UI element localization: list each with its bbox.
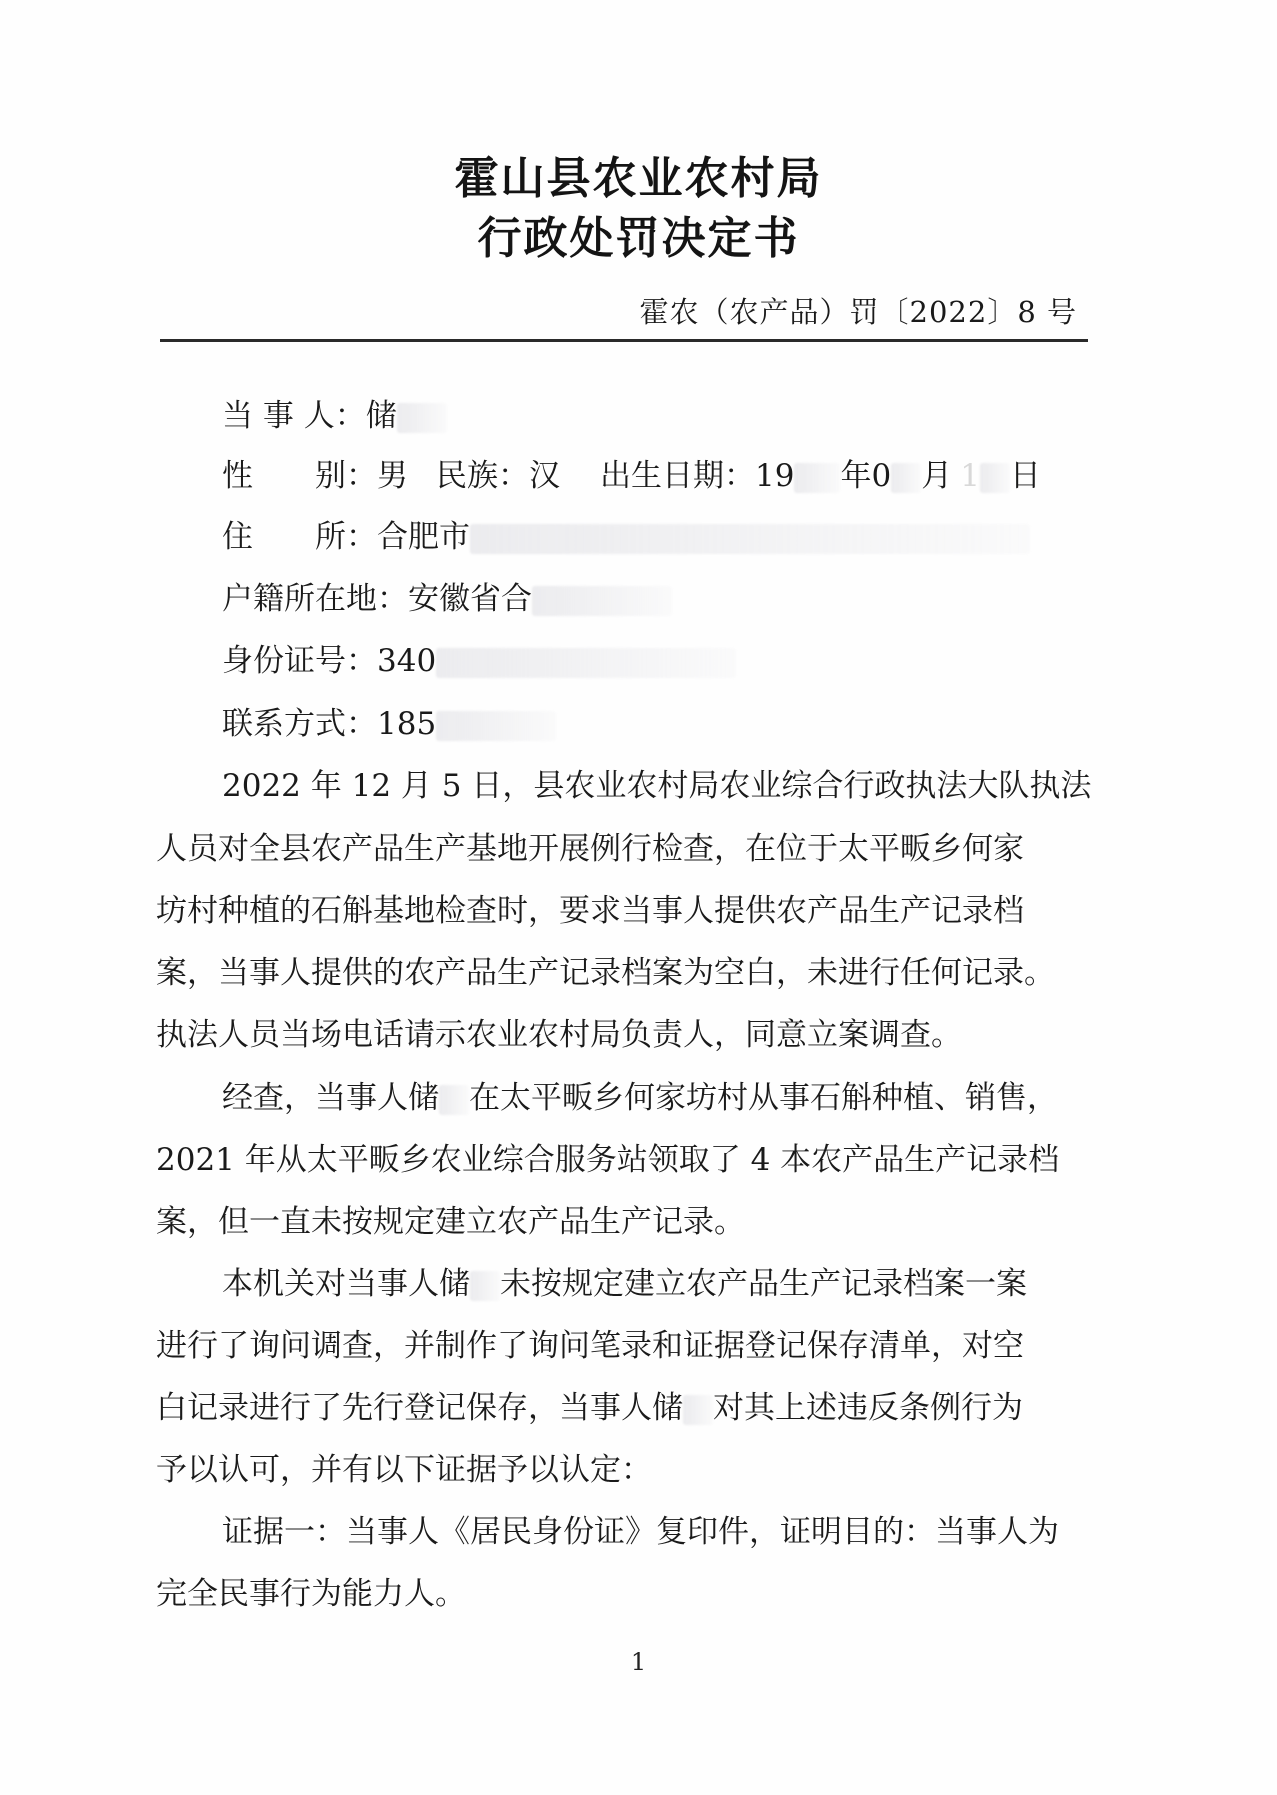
redaction-mask [397, 403, 447, 433]
paragraph-1-line-3: 坊村种植的石斛基地检查时，要求当事人提供农产品生产记录档 [156, 893, 1024, 929]
id-number-label: 身份证号： [222, 643, 377, 679]
redaction-mask [436, 648, 736, 678]
redaction-mask [439, 1085, 469, 1115]
redaction-mask [532, 586, 672, 616]
paragraph-3-line-3-start: 白记录进行了先行登记保存，当事人储 [156, 1390, 683, 1426]
document-number: 霍农（农产品）罚〔2022〕8 号 [639, 295, 1077, 329]
paragraph-2-line-2: 2021 年从太平畈乡农业综合服务站领取了 4 本农产品生产记录档 [156, 1142, 1060, 1178]
paragraph-2-line-1-end: 在太平畈乡何家坊村从事石斛种植、销售， [469, 1080, 1058, 1116]
party-name-value: 储 [365, 398, 397, 434]
paragraph-1-line-4: 案，当事人提供的农产品生产记录档案为空白，未进行任何记录。 [156, 955, 1055, 991]
paragraph-2-line-3: 案，但一直未按规定建立农产品生产记录。 [156, 1204, 745, 1240]
paragraph-3-line-2: 进行了询问调查，并制作了询问笔录和证据登记保存清单，对空 [156, 1328, 1024, 1364]
ethnicity-value: 汉 [529, 458, 560, 494]
hukou-value: 安徽省合 [408, 581, 532, 617]
birth-year-partial: 19 [755, 458, 795, 494]
paragraph-3-line-3 [156, 1388, 1131, 1428]
document-title-line2: 行政处罚决定书 [477, 213, 800, 264]
paragraph-3-line-3-end: 对其上述违反条例行为 [713, 1390, 1023, 1426]
birth-day-unit: 日 [1009, 458, 1041, 494]
paragraph-3-line-1 [222, 1264, 1197, 1304]
paragraph-2-line-1 [222, 1078, 1197, 1118]
header-divider [160, 339, 1088, 342]
party-name-label: 当 事 人： [222, 398, 366, 434]
redaction-mask [891, 463, 921, 493]
paragraph-3-line-1-end: 未按规定建立农产品生产记录档案一案 [500, 1266, 1027, 1302]
birth-year-unit: 年 [840, 458, 872, 494]
birth-month-partial: 0 [871, 458, 892, 494]
birth-date-label: 出生日期： [600, 458, 755, 494]
party-hukou-row [222, 579, 1197, 619]
party-address-row [222, 517, 1197, 557]
contact-label: 联系方式： [222, 706, 377, 742]
gender-label: 性 别： [222, 458, 377, 494]
paragraph-3-line-4: 予以认可，并有以下证据予以认定： [156, 1452, 652, 1488]
page-number: 1 [630, 1648, 647, 1676]
party-name-row [222, 396, 1197, 436]
redaction-mask [470, 1271, 500, 1301]
id-number-value: 340 [377, 643, 437, 679]
paragraph-2-line-1-start: 经查，当事人储 [222, 1080, 439, 1116]
redaction-mask [980, 463, 1010, 493]
redaction-mask [436, 711, 556, 741]
evidence-1-line-2: 完全民事行为能力人。 [156, 1576, 466, 1612]
party-demographics-row [222, 456, 1197, 496]
party-contact-row [222, 704, 1197, 744]
ethnicity-label: 民族： [436, 458, 529, 494]
hukou-label: 户籍所在地： [222, 581, 408, 617]
document-title-line1: 霍山县农业农村局 [454, 153, 823, 204]
address-label: 住 所： [222, 519, 377, 555]
birth-month-unit: 月 [921, 458, 953, 494]
redaction-mask [683, 1395, 713, 1425]
paragraph-1-line-1: 2022 年 12 月 5 日，县农业农村局农业综合行政执法大队执法 [222, 768, 1092, 804]
address-value: 合肥市 [377, 519, 470, 555]
paragraph-1-line-5: 执法人员当场电话请示农业农村局负责人，同意立案调查。 [156, 1017, 962, 1053]
paragraph-3-line-1-start: 本机关对当事人储 [222, 1266, 470, 1302]
contact-value: 185 [377, 706, 437, 742]
redaction-mask [470, 524, 1030, 554]
redaction-mask [794, 463, 840, 493]
gender-value: 男 [377, 458, 408, 494]
birth-day-partial: 1 [960, 458, 980, 494]
paragraph-1-line-2: 人员对全县农产品生产基地开展例行检查，在位于太平畈乡何家 [156, 831, 1024, 867]
party-id-row [222, 641, 1197, 681]
evidence-1-line-1: 证据一：当事人《居民身份证》复印件，证明目的：当事人为 [222, 1514, 1059, 1550]
